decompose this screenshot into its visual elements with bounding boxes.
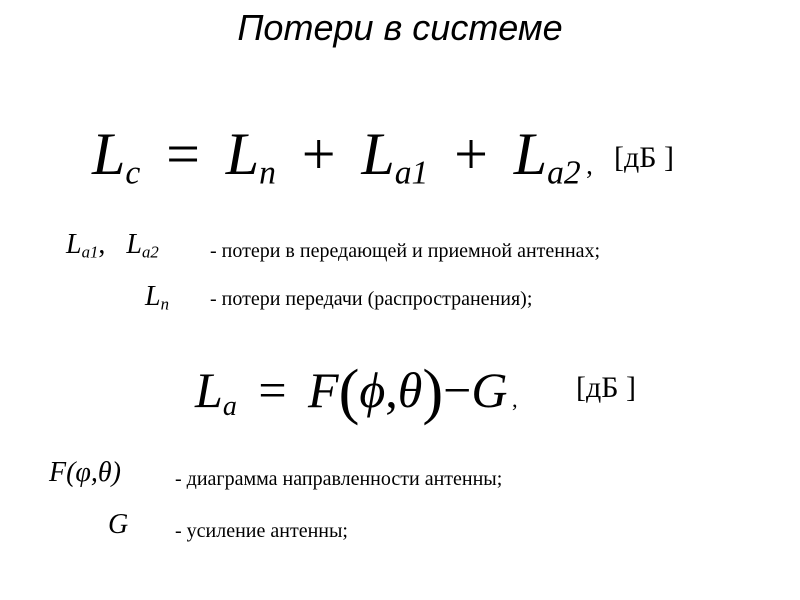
symbol: L xyxy=(145,281,161,312)
formula-symbol: L xyxy=(361,121,395,187)
symbol-subscript: a2 xyxy=(141,242,159,262)
formula-subscript: a1 xyxy=(394,154,429,192)
gain-symbol: G xyxy=(471,362,508,418)
gain-symbol-def: G xyxy=(108,509,129,540)
left-paren: ( xyxy=(338,356,360,426)
symbol-subscript: a1 xyxy=(81,242,99,262)
propagation-loss-symbol xyxy=(145,280,169,322)
formula-symbol: L xyxy=(513,121,548,187)
symbol-separator: , xyxy=(98,229,106,260)
formula2-unit: [дБ ] xyxy=(576,371,636,404)
formula-subscript: c xyxy=(125,154,141,192)
definition-text: - диаграмма направленности антенны; xyxy=(175,468,503,490)
right-paren: ) xyxy=(422,356,444,426)
symbol-subscript: n xyxy=(160,294,169,314)
antenna-loss-symbols xyxy=(66,228,159,270)
antenna-loss-formula xyxy=(195,358,518,439)
formula-symbol: L xyxy=(92,121,126,187)
function-symbol: F xyxy=(308,362,339,418)
formula-comma: , xyxy=(586,150,593,180)
definition-text: - потери передачи (распространения); xyxy=(210,288,533,310)
equals-sign: = xyxy=(166,121,200,187)
plus-sign: + xyxy=(454,121,488,187)
symbol: L xyxy=(126,229,142,260)
page-title: Потери в системе xyxy=(237,7,563,48)
total-loss-formula xyxy=(92,118,593,209)
plus-sign: + xyxy=(301,121,336,187)
definition-text: - усиление антенны; xyxy=(175,520,348,542)
formula-subscript: a xyxy=(222,390,237,422)
definition-text: - потери в передающей и приемной антеннах; xyxy=(210,240,601,262)
formula-symbol: L xyxy=(195,362,223,418)
argument-separator: , xyxy=(385,362,398,418)
formula-subscript: a2 xyxy=(547,154,581,192)
minus-sign: − xyxy=(443,362,472,418)
argument-theta: θ xyxy=(397,362,423,418)
formula-subscript: n xyxy=(259,154,276,192)
equals-sign: = xyxy=(258,362,287,418)
formula-symbol: L xyxy=(225,121,260,187)
argument-phi: ϕ xyxy=(359,362,386,418)
radiation-pattern-symbol: F(φ,θ) xyxy=(49,457,121,488)
formula1-unit: [дБ ] xyxy=(614,141,674,174)
symbol: L xyxy=(66,229,82,260)
formula-comma: , xyxy=(511,387,518,412)
